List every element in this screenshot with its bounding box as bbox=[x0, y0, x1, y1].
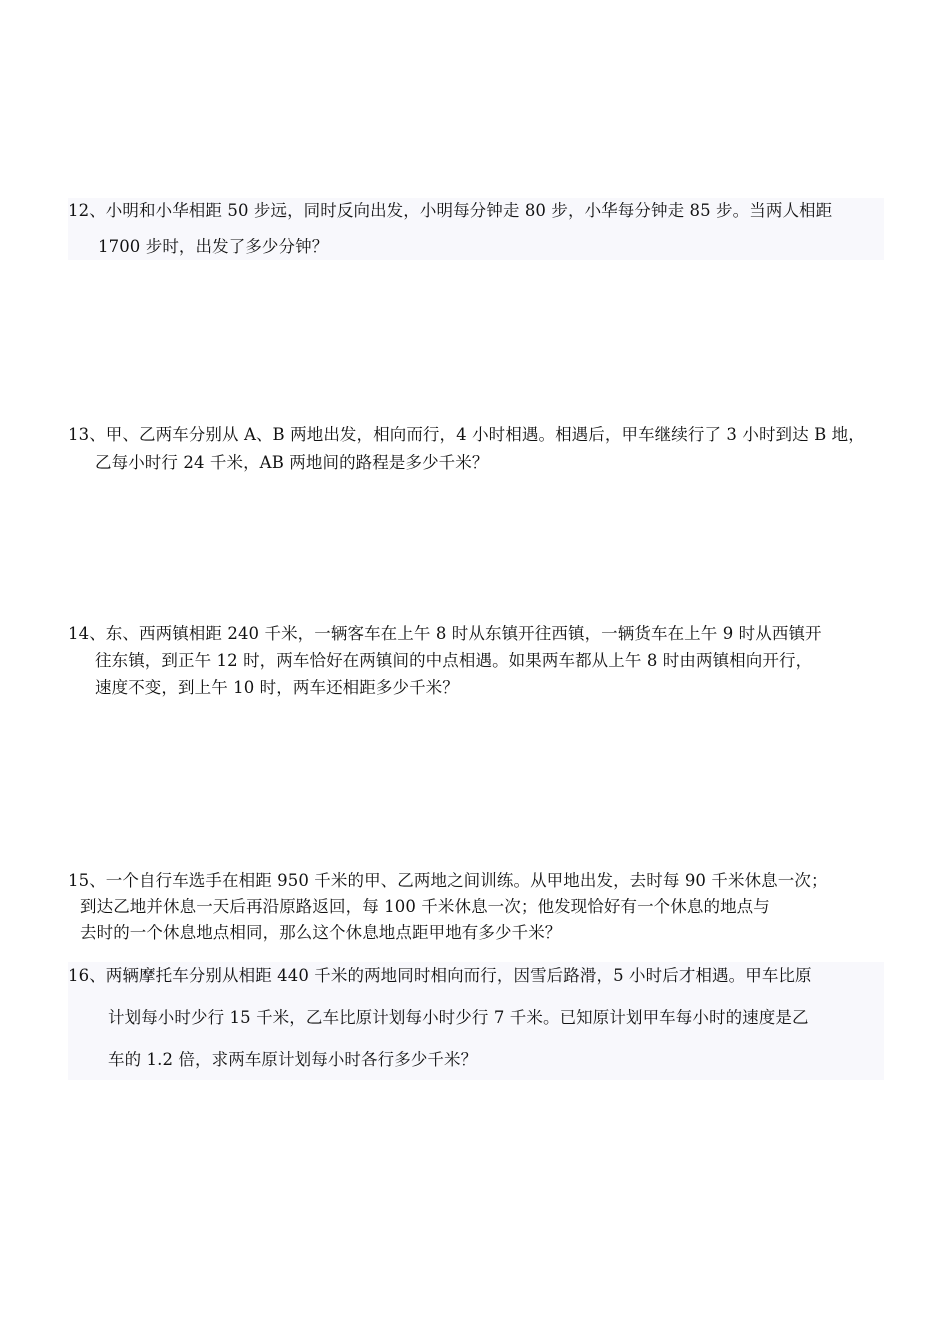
problem-15-line-3: 去时的一个休息地点相同，那么这个休息地点距甲地有多少千米？ bbox=[80, 923, 562, 942]
problem-16-line-1 bbox=[68, 962, 884, 990]
problem-12-line-1 bbox=[68, 198, 884, 224]
problem-15 bbox=[68, 868, 884, 946]
problem-13-line-2: 乙每小时行 24 千米，AB 两地间的路程是多少千米？ bbox=[95, 453, 489, 472]
problem-12-number: 12、 bbox=[68, 201, 106, 220]
problem-13 bbox=[68, 422, 884, 476]
problem-16-number: 16、 bbox=[68, 966, 106, 985]
problem-14-line-3: 速度不变，到上午 10 时，两车还相距多少千米？ bbox=[95, 678, 459, 697]
problem-16 bbox=[68, 962, 884, 1080]
problem-14-number: 14、 bbox=[68, 624, 106, 643]
problem-16-text-1: 两辆摩托车分别从相距 440 千米的两地同时相向而行，因雪后路滑，5 小时后才相遇。甲车比原 bbox=[105, 966, 812, 985]
problem-12-text-1: 小明和小华相距 50 步远，同时反向出发，小明每分钟走 80 步，小华每分钟走 85 步。当两人相距 bbox=[105, 201, 833, 220]
problem-13-line-1 bbox=[68, 422, 884, 448]
problem-13-number: 13、 bbox=[68, 425, 106, 444]
problem-13-text-1: 甲、乙两车分别从 A、B 两地出发，相向而行，4 小时相遇。相遇后，甲车继续行了 3 小时到达 B 地， bbox=[105, 425, 865, 444]
problem-15-line-2: 到达乙地并休息一天后再沿原路返回，每 100 千米休息一次；他发现恰好有一个休息的地点与 bbox=[80, 897, 770, 916]
problem-14-line-1 bbox=[68, 620, 884, 647]
problem-16-line-2: 计划每小时少行 15 千米，乙车比原计划每小时少行 7 千米。已知原计划甲车每小时的速度是乙 bbox=[108, 1008, 809, 1027]
problem-14-line-2: 往东镇，到正午 12 时，两车恰好在两镇间的中点相遇。如果两车都从上午 8 时由两镇相向开行， bbox=[95, 651, 813, 670]
problem-12-line-2: 1700 步时，出发了多少分钟？ bbox=[98, 237, 329, 256]
problem-12 bbox=[68, 198, 884, 260]
problem-15-text-1: 一个自行车选手在相距 950 千米的甲、乙两地之间训练。从甲地出发，去时每 90 千米休息一次； bbox=[105, 871, 828, 890]
problem-14 bbox=[68, 620, 884, 701]
problem-14-text-1: 东、西两镇相距 240 千米，一辆客车在上午 8 时从东镇开往西镇，一辆货车在上午 9 时从西镇开 bbox=[105, 624, 822, 643]
problem-15-number: 15、 bbox=[68, 871, 106, 890]
problem-16-line-3: 车的 1.2 倍，求两车原计划每小时各行多少千米？ bbox=[108, 1050, 478, 1069]
problem-15-line-1 bbox=[68, 868, 884, 894]
